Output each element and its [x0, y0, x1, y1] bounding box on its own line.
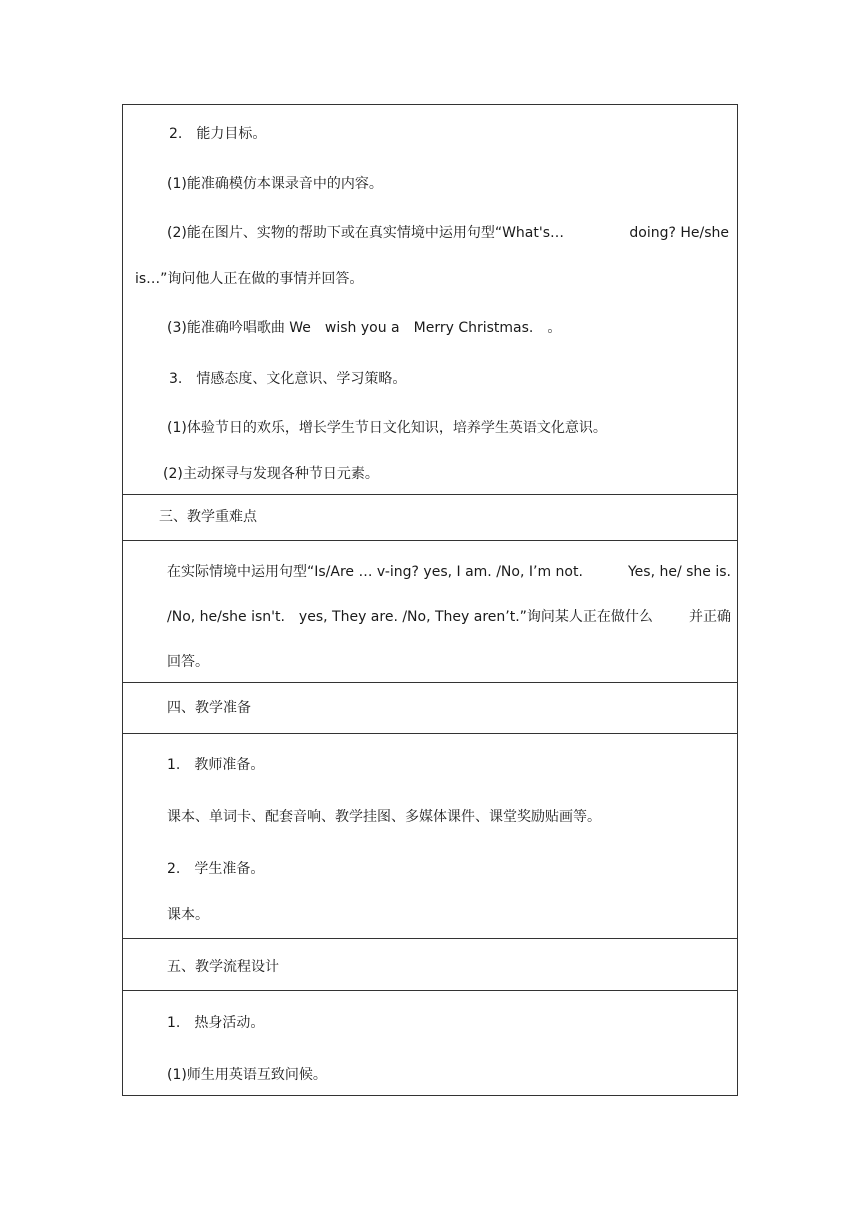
- process-content-cell: [123, 991, 738, 1096]
- goals-cell: [123, 105, 738, 495]
- emotion-heading: 3. 情感态度、文化意识、学习策略。: [169, 371, 407, 387]
- emotion-item-1: (1)体验节日的欢乐，增长学生节日文化知识，培养学生英语文化意识。: [167, 420, 607, 436]
- key-points-line-2-b: 并正确: [689, 609, 731, 625]
- key-points-line-2: [167, 607, 731, 627]
- lesson-plan-table: [122, 104, 738, 1096]
- ability-item-3: (3)能准确吟唱歌曲 We wish you a Merry Christmas. 。: [167, 320, 562, 336]
- key-points-heading: 三、教学重难点: [159, 509, 257, 525]
- ability-item-2-text-b: doing? He/she: [629, 225, 729, 241]
- ability-item-1: (1)能准确模仿本课录音中的内容。: [167, 176, 383, 192]
- key-points-line-1-a: 在实际情境中运用句型“Is/Are … v-ing? yes, I am. /No, I’m not.: [167, 564, 583, 580]
- key-points-content-cell: [123, 541, 738, 683]
- process-heading-row: [123, 939, 738, 991]
- key-points-line-2-a: /No, he/she isn't. yes, They are. /No, They aren’t.”询问某人正在做什么: [167, 609, 653, 625]
- emotion-item-2: (2)主动探寻与发现各种节日元素。: [163, 466, 379, 482]
- process-heading-cell: [123, 939, 738, 991]
- key-points-line-1: [167, 562, 731, 582]
- warmup-heading: 1. 热身活动。: [167, 1015, 265, 1031]
- student-prep-heading: 2. 学生准备。: [167, 861, 265, 877]
- student-prep-items: 课本。: [167, 907, 209, 923]
- key-points-content-row: [123, 541, 738, 683]
- preparation-content-row: [123, 734, 738, 939]
- ability-item-2-line-1: [167, 223, 729, 243]
- preparation-heading-cell: [123, 683, 738, 734]
- warmup-item-1: (1)师生用英语互致问候。: [167, 1067, 327, 1083]
- ability-heading: 2. 能力目标。: [169, 126, 267, 142]
- key-points-line-1-b: Yes, he/ she is.: [627, 564, 731, 580]
- ability-item-2-line-2: is…”询问他人正在做的事情并回答。: [135, 271, 364, 287]
- key-points-heading-cell: [123, 495, 738, 541]
- teacher-prep-heading: 1. 教师准备。: [167, 757, 265, 773]
- ability-item-2-text-a: (2)能在图片、实物的帮助下或在真实情境中运用句型“What's…: [167, 225, 565, 241]
- preparation-content-cell: [123, 734, 738, 939]
- preparation-heading: 四、教学准备: [167, 700, 251, 716]
- key-points-line-3: 回答。: [167, 654, 209, 670]
- teacher-prep-items: 课本、单词卡、配套音响、教学挂图、多媒体课件、课堂奖励贴画等。: [167, 809, 601, 825]
- preparation-heading-row: [123, 683, 738, 734]
- process-content-row: [123, 991, 738, 1096]
- process-heading: 五、教学流程设计: [167, 959, 279, 975]
- key-points-heading-row: [123, 495, 738, 541]
- goals-row: [123, 105, 738, 495]
